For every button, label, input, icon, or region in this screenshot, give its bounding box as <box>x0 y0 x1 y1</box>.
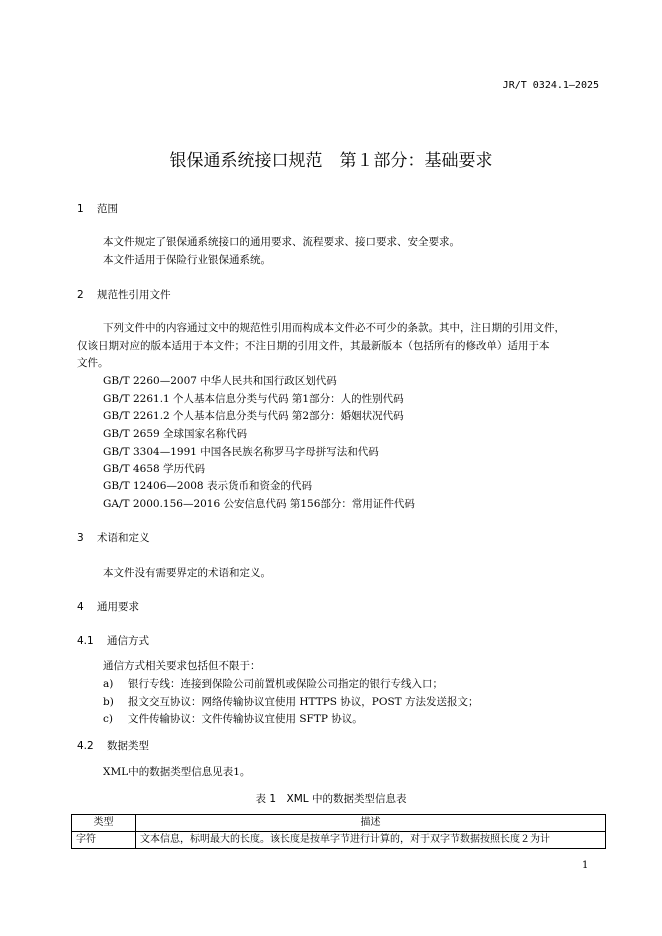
reference-item: GB/T 4658 学历代码 <box>103 463 206 475</box>
section-number: 3 <box>77 532 84 544</box>
document-title: 银保通系统接口规范 第１部分：基础要求 <box>169 151 493 171</box>
list-marker: c) <box>103 713 113 725</box>
section-title: 通用要求 <box>97 601 139 613</box>
paragraph-line: 文件。 <box>77 357 109 369</box>
page-number: 1 <box>582 860 589 871</box>
data-type-table <box>71 814 606 849</box>
paragraph: 通信方式相关要求包括但不限于： <box>103 660 261 672</box>
section-title: 术语和定义 <box>97 532 150 544</box>
table-row <box>72 832 606 849</box>
section-title: 范围 <box>97 203 118 215</box>
section-number: 2 <box>77 289 84 301</box>
subsection-4-2-heading <box>77 738 149 753</box>
table-caption: 表 1 XML 中的数据类型信息表 <box>255 793 407 805</box>
reference-item: GB/T 12406—2008 表示货币和资金的代码 <box>103 480 312 492</box>
list-marker: a) <box>103 678 114 690</box>
list-item <box>103 676 443 691</box>
paragraph: 本文件没有需要界定的术语和定义。 <box>103 567 271 579</box>
section-title: 通信方式 <box>107 635 149 647</box>
reference-item: GB/T 2659 全球国家名称代码 <box>103 428 248 440</box>
paragraph-line: 仅该日期对应的版本适用于本文件；不注日期的引用文件，其最新版本（包括所有的修改单）适用于本 <box>77 340 550 352</box>
table-header-cell: 类型 <box>72 815 136 832</box>
subsection-4-1-heading <box>77 633 149 648</box>
list-marker: b) <box>103 696 114 708</box>
reference-item: GB/T 2261.1 个人基本信息分类与代码 第1部分：人的性别代码 <box>103 393 404 405</box>
list-text: 报文交互协议：网络传输协议宜使用 HTTPS 协议，POST 方法发送报文； <box>128 696 479 708</box>
paragraph: XML中的数据类型信息见表1。 <box>103 766 251 778</box>
reference-item: GB/T 2260—2007 中华人民共和国行政区划代码 <box>103 375 337 387</box>
section-number: 1 <box>77 203 84 215</box>
reference-item: GA/T 2000.156—2016 公安信息代码 第156部分：常用证件代码 <box>103 498 415 510</box>
section-4-heading <box>77 599 139 614</box>
list-item <box>103 694 479 709</box>
list-text: 文件传输协议：文件传输协议宜使用 SFTP 协议。 <box>128 713 363 725</box>
paragraph-line: 下列文件中的内容通过文中的规范性引用而构成本文件必不可少的条款。其中，注日期的引用文件， <box>103 322 565 334</box>
section-3-heading <box>77 530 150 545</box>
section-title: 规范性引用文件 <box>97 289 171 301</box>
document-code: JR/T 0324.1—2025 <box>502 80 599 91</box>
list-item <box>103 711 363 726</box>
section-1-heading <box>77 201 118 216</box>
list-text: 银行专线：连接到保险公司前置机或保险公司指定的银行专线入口； <box>128 678 443 690</box>
table-cell: 文本信息，标明最大的长度。该长度是按单字节进行计算的，对于双字节数据按照长度２为计 <box>136 832 606 849</box>
section-number: 4.1 <box>77 635 94 647</box>
section-number: 4 <box>77 601 84 613</box>
section-title: 数据类型 <box>107 740 149 752</box>
table-cell: 字符 <box>72 832 136 849</box>
section-number: 4.2 <box>77 740 94 752</box>
reference-item: GB/T 2261.2 个人基本信息分类与代码 第2部分：婚姻状况代码 <box>103 410 404 422</box>
paragraph: 本文件适用于保险行业银保通系统。 <box>103 254 271 266</box>
table-header-row <box>72 815 606 832</box>
table-header-cell: 描述 <box>136 815 606 832</box>
section-2-heading <box>77 287 171 302</box>
paragraph: 本文件规定了银保通系统接口的通用要求、流程要求、接口要求、安全要求。 <box>103 236 460 248</box>
reference-item: GB/T 3304—1991 中国各民族名称罗马字母拼写法和代码 <box>103 446 379 458</box>
